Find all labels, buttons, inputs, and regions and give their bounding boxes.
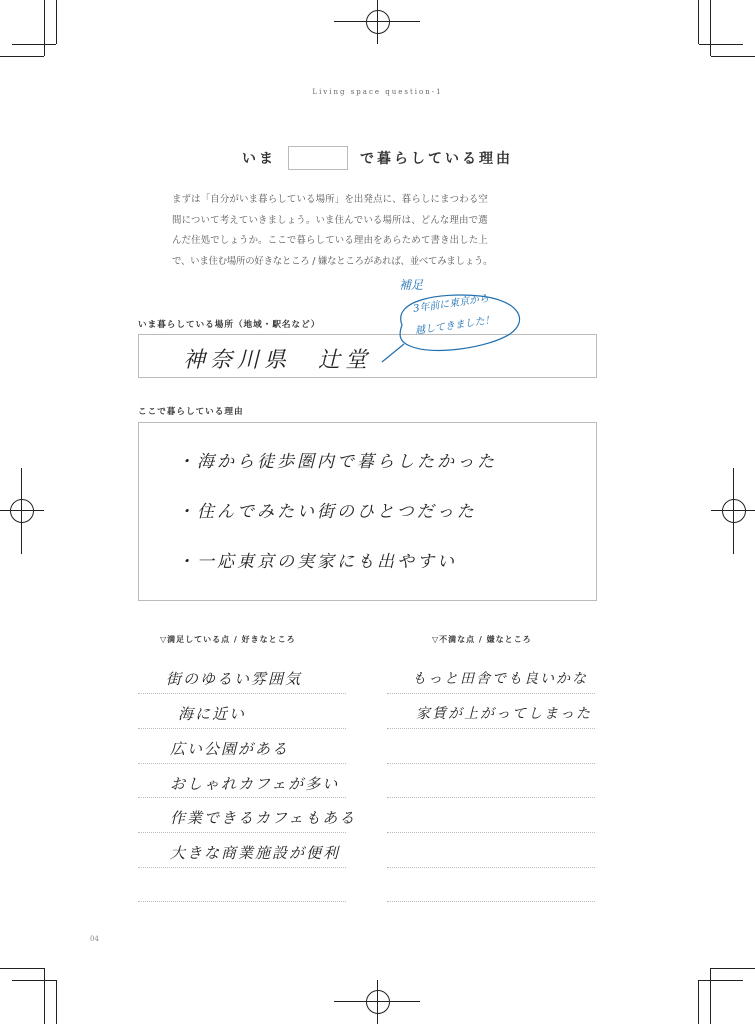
crop-mark [710,968,711,1024]
row-rule [387,693,595,694]
row-rule [387,901,595,902]
reason-item: ・一応東京の実家にも出やすい [177,552,457,572]
intro-line: まずは「自分がいま暮らしている場所」を出発点に、暮らしにまつわる空 [172,194,488,205]
row-rule [138,901,346,902]
reasons-box [138,422,597,601]
like-item: 広い公園がある [170,740,290,758]
crop-mark [44,0,45,56]
crop-mark [12,44,56,45]
crop-mark [698,0,699,44]
intro-paragraph [172,190,592,272]
intro-line: で、いま住む場所の好きなところ / 嫌なところがあれば、並べてみましょう。 [172,255,493,267]
like-item: 海に近い [178,705,247,723]
crop-mark [44,968,45,1024]
note-line: 越してきました！ [414,314,496,337]
row-rule [138,832,346,833]
crop-mark [711,56,755,57]
like-item: 街のゆるい雰囲気 [166,670,303,688]
like-item: 大きな商業施設が便利 [170,844,341,862]
page-number: 04 [90,935,99,943]
row-rule [387,763,595,764]
reasons-label: ここで暮らしている理由 [138,407,244,417]
crop-mark [56,980,57,1024]
like-item: 作業できるカフェもある [170,809,357,827]
intro-line: んだ住処でしょうか。ここで暮らしている理由をあらためて書き出した上 [172,235,488,246]
crop-mark [12,980,56,981]
crop-mark [56,0,57,44]
row-rule [387,867,595,868]
crop-mark [699,44,743,45]
title-blank-box [288,146,348,170]
series-label: Living space question-1 [312,88,443,96]
row-rule [138,728,346,729]
registration-mark-icon [366,10,390,34]
crop-mark [0,56,44,57]
note-title: 補足 [399,278,424,292]
row-rule [387,832,595,833]
dislikes-heading: ▽不満な点 / 嫌なところ [432,635,532,644]
registration-mark-icon [366,990,390,1014]
row-rule [138,867,346,868]
row-rule [138,763,346,764]
crop-mark [710,0,711,56]
note-line: 3年前に東京から [412,293,490,315]
likes-heading: ▽満足している点 / 好きなところ [160,635,296,644]
location-label: いま暮らしている場所（地域・駅名など） [138,320,321,330]
crop-mark [0,968,44,969]
title-suffix: で暮らしている理由 [360,151,513,167]
row-rule [138,693,346,694]
intro-line: 間について考えていきましょう。いま住んでいる場所は、どんな理由で選 [172,214,488,226]
page-title [0,146,755,170]
like-item: おしゃれカフェが多い [170,775,340,793]
location-value: 神奈川県 辻堂 [183,348,373,373]
title-prefix: いま [242,151,276,167]
registration-mark-icon [10,499,34,523]
dislike-item: 家賃が上がってしまった [416,706,592,722]
dislike-item: もっと田舎でも良いかな [412,671,588,687]
crop-mark [698,980,699,1024]
crop-mark [711,968,755,969]
reason-item: ・海から徒歩圏内で暮らしたかった [177,452,497,472]
row-rule [138,797,346,798]
crop-mark [699,980,743,981]
row-rule [387,797,595,798]
registration-mark-icon [722,499,746,523]
reason-item: ・住んでみたい街のひとつだった [177,502,477,522]
row-rule [387,728,595,729]
